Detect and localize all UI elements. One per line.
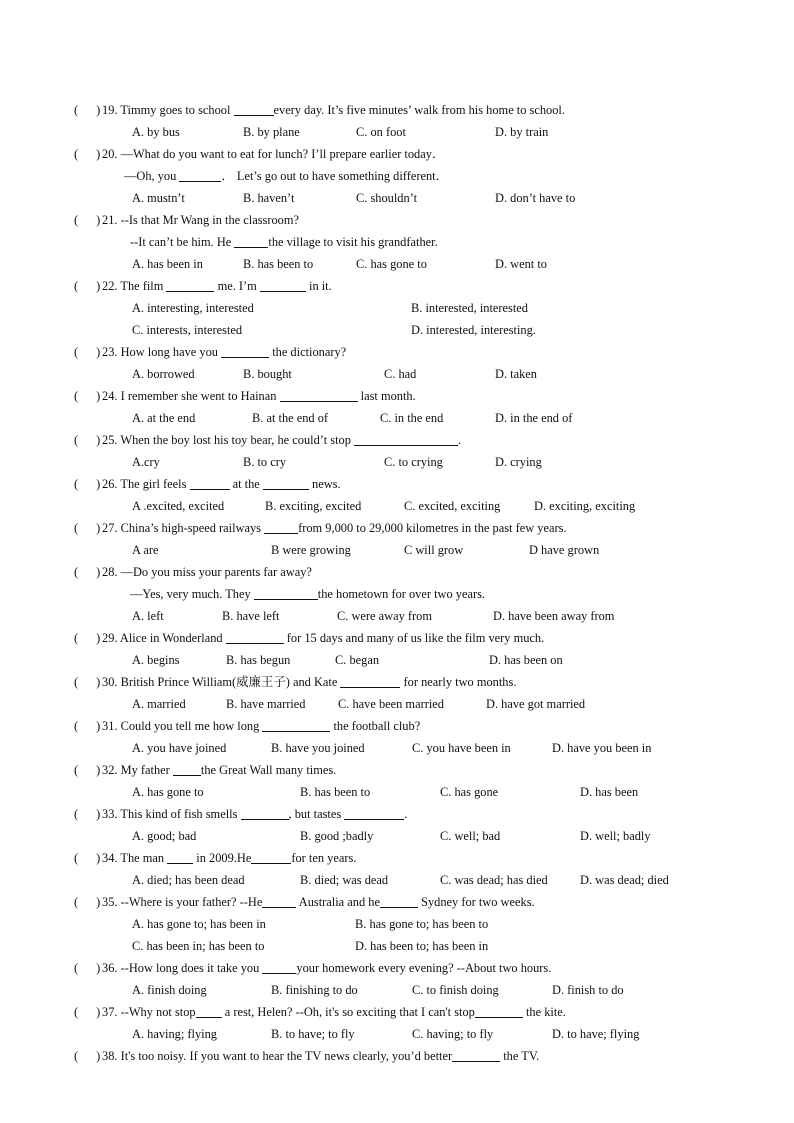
option-a[interactable]: A. borrowed [132,367,195,381]
answer-blank[interactable]: ( ) [74,807,101,821]
option-d[interactable]: D. don’t have to [495,191,576,205]
option-c[interactable]: C. was dead; has died [440,873,548,887]
option-b[interactable]: B. have you joined [271,741,365,755]
option-d[interactable]: D. was dead; died [580,873,669,887]
option-b[interactable]: B. has gone to; has been to [355,917,489,931]
question-24 [0,385,794,407]
options-20 [0,187,794,209]
answer-blank[interactable]: ( ) [74,147,101,161]
option-d[interactable]: D. well; badly [580,829,651,843]
option-d[interactable]: D. to have; flying [552,1027,640,1041]
question-38 [0,1045,794,1067]
question-31 [0,715,794,737]
answer-blank[interactable]: ( ) [74,1049,101,1063]
option-b[interactable]: B. have left [222,609,280,623]
option-c[interactable]: C. well; bad [440,829,501,843]
option-b[interactable]: B. interested, interested [411,301,528,315]
question-37 [0,1001,794,1023]
question-stem: 22. The film me. I’m in it. [102,279,332,293]
option-a[interactable]: A.cry [132,455,160,469]
option-d[interactable]: D. have got married [486,697,586,711]
option-b[interactable]: B. have married [226,697,306,711]
option-a[interactable]: A. by bus [132,125,180,139]
option-a[interactable]: A. left [132,609,164,623]
question-21 [0,209,794,231]
option-d[interactable]: D. finish to do [552,983,624,997]
option-b[interactable]: B. has been to [300,785,371,799]
options-25 [0,451,794,473]
question-33 [0,803,794,825]
options-19 [0,121,794,143]
option-d[interactable]: D. exciting, exciting [534,499,636,513]
question-32 [0,759,794,781]
question-stem: 27. China’s high-speed railways from 9,000 to 29,000 kilometres in the past few years. [102,521,567,535]
option-b[interactable]: B. died; was dead [300,873,389,887]
option-c[interactable]: C. had [384,367,417,381]
option-c[interactable]: C. began [335,653,380,667]
question-stem: 32. My father the Great Wall many times. [102,763,337,777]
option-d[interactable]: D have grown [529,543,600,557]
option-c[interactable]: C will grow [404,543,464,557]
answer-blank[interactable]: ( ) [74,213,101,227]
question-stem: 23. How long have you the dictionary? [102,345,347,359]
options-35-ab [0,913,794,935]
options-29 [0,649,794,671]
question-23 [0,341,794,363]
question-26 [0,473,794,495]
option-b[interactable]: B. good ;badly [300,829,374,843]
option-a[interactable]: A. good; bad [132,829,197,843]
answer-blank[interactable]: ( ) [74,763,101,777]
option-b[interactable]: B. haven’t [243,191,295,205]
answer-blank[interactable]: ( ) [74,961,101,975]
option-a[interactable]: A .excited, excited [132,499,225,513]
question-stem: 31. Could you tell me how long the football club? [102,719,421,733]
options-37 [0,1023,794,1045]
option-c[interactable]: C. to crying [384,455,443,469]
question-stem: 25. When the boy lost his toy bear, he could’t stop . [102,433,462,447]
option-d[interactable]: D. have you been in [552,741,652,755]
option-d[interactable]: D. have been away from [493,609,615,623]
question-stem: 37. --Why not stop a rest, Helen? --Oh, it's so exciting that I can't stop the kite. [102,1005,566,1019]
options-24 [0,407,794,429]
option-c[interactable]: C. in the end [380,411,444,425]
answer-blank[interactable]: ( ) [74,103,101,117]
option-b[interactable]: B. finishing to do [271,983,358,997]
option-d[interactable]: D. interested, interesting. [411,323,536,337]
option-b[interactable]: B. bought [243,367,292,381]
option-a[interactable]: A. begins [132,653,180,667]
option-a[interactable]: A. married [132,697,186,711]
option-d[interactable]: D. taken [495,367,537,381]
options-32 [0,781,794,803]
option-a[interactable]: A. died; has been dead [132,873,245,887]
option-a[interactable]: A. having; flying [132,1027,218,1041]
option-b[interactable]: B. to cry [243,455,287,469]
options-35-cd [0,935,794,957]
question-27 [0,517,794,539]
answer-blank[interactable]: ( ) [74,851,101,865]
question-22 [0,275,794,297]
answer-blank[interactable]: ( ) [74,433,101,447]
option-b[interactable]: B. to have; to fly [271,1027,355,1041]
answer-blank[interactable]: ( ) [74,279,101,293]
options-22-cd [0,319,794,341]
option-b[interactable]: B. has begun [226,653,291,667]
answer-blank[interactable]: ( ) [74,565,101,579]
answer-blank[interactable]: ( ) [74,477,101,491]
option-a[interactable]: A. you have joined [132,741,227,755]
options-26 [0,495,794,517]
option-a[interactable]: A. has gone to [132,785,204,799]
answer-blank[interactable]: ( ) [74,1005,101,1019]
question-stem: 24. I remember she went to Hainan last month. [102,389,416,403]
question-34 [0,847,794,869]
options-23 [0,363,794,385]
option-d[interactable]: D. in the end of [495,411,573,425]
options-33 [0,825,794,847]
option-a[interactable]: A are [132,543,159,557]
answer-blank[interactable]: ( ) [74,521,101,535]
option-c[interactable]: C. to finish doing [412,983,499,997]
option-d[interactable]: D. crying [495,455,542,469]
answer-blank[interactable]: ( ) [74,895,101,909]
option-a[interactable]: A. mustn’t [132,191,185,205]
question-19 [0,99,794,121]
option-a[interactable]: A. finish doing [132,983,207,997]
worksheet [0,99,794,1067]
question-stem: 28. —Do you miss your parents far away? [102,565,312,579]
question-28-reply: —Yes, very much. They the hometown for over two years. [130,587,486,601]
options-28 [0,605,794,627]
option-d[interactable]: D. went to [495,257,547,271]
option-c[interactable]: C. having; to fly [412,1027,494,1041]
option-d[interactable]: D. has been to; has been in [355,939,489,953]
question-stem: 36. --How long does it take you your homework every evening? --About two hours. [102,961,552,975]
option-b[interactable]: B. has been to [243,257,314,271]
question-36 [0,957,794,979]
option-c[interactable]: C. shouldn’t [356,191,418,205]
question-20 [0,143,794,165]
answer-blank[interactable]: ( ) [74,631,101,645]
option-b[interactable]: B. at the end of [252,411,329,425]
option-b[interactable]: B. by plane [243,125,300,139]
options-22-ab [0,297,794,319]
option-c[interactable]: C. excited, exciting [404,499,501,513]
question-stem: 30. British Prince William(威廉王子) and Kate for nearly two months. [102,675,517,689]
option-c[interactable]: C. interests, interested [132,323,243,337]
question-30 [0,671,794,693]
question-25 [0,429,794,451]
answer-blank[interactable]: ( ) [74,719,101,733]
answer-blank[interactable]: ( ) [74,345,101,359]
question-29 [0,627,794,649]
answer-blank[interactable]: ( ) [74,675,101,689]
question-28 [0,561,794,583]
question-stem: 20. —What do you want to eat for lunch? I’ll prepare earlier today． [102,147,445,161]
question-stem: 26. The girl feels at the news. [102,477,341,491]
option-b[interactable]: B were growing [271,543,351,557]
options-21 [0,253,794,275]
options-31 [0,737,794,759]
option-c[interactable]: C. on foot [356,125,406,139]
option-c[interactable]: C. has gone to [356,257,427,271]
question-stem: 21. --Is that Mr Wang in the classroom? [102,213,299,227]
option-a[interactable]: A. at the end [132,411,196,425]
question-21-reply: --It can’t be him. He the village to visit his grandfather. [130,235,438,249]
options-27 [0,539,794,561]
question-20-reply: —Oh, you ． Let’s go out to have something different． [124,169,448,183]
answer-blank[interactable]: ( ) [74,389,101,403]
options-36 [0,979,794,1001]
option-d[interactable]: D. by train [495,125,549,139]
option-a[interactable]: A. has gone to; has been in [132,917,266,931]
option-d[interactable]: D. has been on [489,653,563,667]
question-stem: 33. This kind of fish smells , but tastes . [102,807,408,821]
question-stem: 29. Alice in Wonderland for 15 days and many of us like the film very much. [102,631,545,645]
option-c[interactable]: C. you have been in [412,741,511,755]
option-a[interactable]: A. has been in [132,257,203,271]
question-35 [0,891,794,913]
option-d[interactable]: D. has been [580,785,639,799]
question-stem: 35. --Where is your father? --He Australia and he Sydney for two weeks. [102,895,535,909]
option-c[interactable]: C. has been in; has been to [132,939,265,953]
option-c[interactable]: C. were away from [337,609,432,623]
option-c[interactable]: C. has gone [440,785,499,799]
options-30 [0,693,794,715]
option-a[interactable]: A. interesting, interested [132,301,254,315]
question-stem: 19. Timmy goes to school every day. It’s five minutes’ walk from his home to school. [102,103,565,117]
option-b[interactable]: B. exciting, excited [265,499,362,513]
question-stem: 34. The man in 2009.He for ten years. [102,851,357,865]
option-c[interactable]: C. have been married [338,697,444,711]
options-34 [0,869,794,891]
question-stem: 38. It's too noisy. If you want to hear the TV news clearly, you’d better the TV. [102,1049,540,1063]
